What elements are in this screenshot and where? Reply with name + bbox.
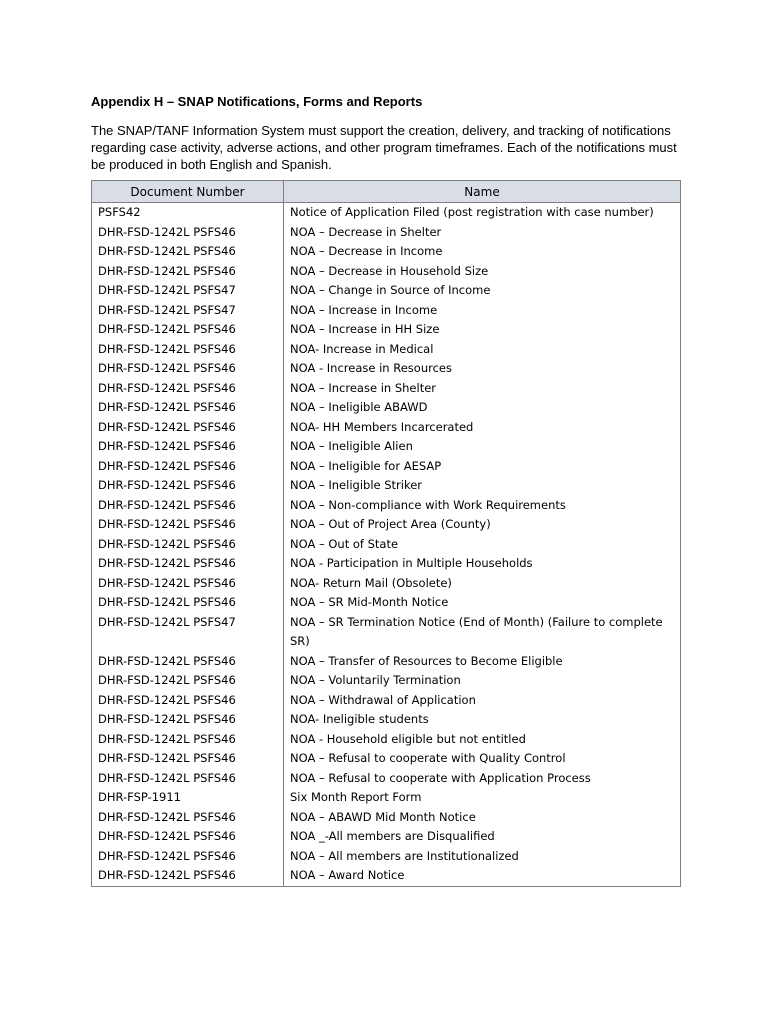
name-cell: NOA- HH Members Incarcerated [284, 418, 681, 438]
document-number-cell: DHR-FSD-1242L PSFS46 [92, 242, 284, 262]
document-number-cell: DHR-FSD-1242L PSFS47 [92, 281, 284, 301]
document-number-cell: DHR-FSD-1242L PSFS46 [92, 827, 284, 847]
table-row [92, 281, 681, 301]
name-cell: NOA – Change in Source of Income [284, 281, 681, 301]
table-row [92, 437, 681, 457]
name-cell: NOA – All members are Institutionalized [284, 847, 681, 867]
table-row [92, 710, 681, 730]
table-row [92, 262, 681, 282]
table-row [92, 808, 681, 828]
table-row [92, 359, 681, 379]
document-number-cell: DHR-FSD-1242L PSFS46 [92, 652, 284, 672]
document-number-cell: DHR-FSD-1242L PSFS46 [92, 320, 284, 340]
document-number-cell: DHR-FSD-1242L PSFS46 [92, 262, 284, 282]
document-number-cell: DHR-FSP-1911 [92, 788, 284, 808]
document-number-cell: DHR-FSD-1242L PSFS46 [92, 808, 284, 828]
document-number-cell: DHR-FSD-1242L PSFS46 [92, 593, 284, 613]
table-row [92, 379, 681, 399]
document-number-cell: DHR-FSD-1242L PSFS46 [92, 847, 284, 867]
name-cell: NOA – ABAWD Mid Month Notice [284, 808, 681, 828]
document-number-cell: DHR-FSD-1242L PSFS46 [92, 554, 284, 574]
page-title: Appendix H – SNAP Notifications, Forms and Reports [91, 94, 423, 109]
name-cell: NOA- Ineligible students [284, 710, 681, 730]
table-row [92, 398, 681, 418]
document-number-cell: DHR-FSD-1242L PSFS46 [92, 457, 284, 477]
document-number-cell: DHR-FSD-1242L PSFS46 [92, 223, 284, 243]
table-row [92, 613, 681, 652]
name-cell: NOA _-All members are Disqualified [284, 827, 681, 847]
document-number-cell: DHR-FSD-1242L PSFS46 [92, 769, 284, 789]
table-row [92, 652, 681, 672]
table-row [92, 476, 681, 496]
name-cell: NOA – Non-compliance with Work Requirements [284, 496, 681, 516]
document-page [91, 94, 679, 887]
table-row [92, 496, 681, 516]
name-cell: NOA – Increase in Shelter [284, 379, 681, 399]
table-header-row [92, 181, 681, 203]
document-number-cell: DHR-FSD-1242L PSFS46 [92, 496, 284, 516]
table-row [92, 671, 681, 691]
document-number-cell: DHR-FSD-1242L PSFS46 [92, 418, 284, 438]
table-row [92, 827, 681, 847]
name-cell: NOA – Refusal to cooperate with Application Process [284, 769, 681, 789]
document-number-cell: DHR-FSD-1242L PSFS46 [92, 710, 284, 730]
table-body [92, 203, 681, 887]
table-row [92, 515, 681, 535]
name-cell: NOA – SR Termination Notice (End of Month) (Failure to complete SR) [284, 613, 681, 652]
table-row [92, 242, 681, 262]
name-cell: NOA – Ineligible Striker [284, 476, 681, 496]
name-cell: Six Month Report Form [284, 788, 681, 808]
name-cell: NOA- Increase in Medical [284, 340, 681, 360]
document-number-cell: DHR-FSD-1242L PSFS46 [92, 691, 284, 711]
name-cell: NOA – Decrease in Income [284, 242, 681, 262]
name-cell: NOA – Out of State [284, 535, 681, 555]
name-cell: NOA – Increase in Income [284, 301, 681, 321]
document-number-cell: DHR-FSD-1242L PSFS46 [92, 866, 284, 886]
table-row [92, 593, 681, 613]
table-row [92, 223, 681, 243]
intro-paragraph: The SNAP/TANF Information System must support the creation, delivery, and tracking of notifications regarding case activity, adverse actions, and other program timeframes. Each of the notifications must be produced in both English and Spanish. [91, 123, 677, 172]
document-number-cell: DHR-FSD-1242L PSFS46 [92, 476, 284, 496]
table-row [92, 847, 681, 867]
table-row [92, 340, 681, 360]
name-cell: NOA – Out of Project Area (County) [284, 515, 681, 535]
table-row [92, 554, 681, 574]
document-number-cell: DHR-FSD-1242L PSFS47 [92, 301, 284, 321]
document-number-cell: DHR-FSD-1242L PSFS46 [92, 515, 284, 535]
notifications-table [91, 180, 681, 887]
document-number-cell: DHR-FSD-1242L PSFS46 [92, 359, 284, 379]
table-row [92, 749, 681, 769]
header-name: Name [284, 181, 681, 203]
table-row [92, 535, 681, 555]
document-number-cell: DHR-FSD-1242L PSFS46 [92, 340, 284, 360]
name-cell: NOA – Transfer of Resources to Become Eligible [284, 652, 681, 672]
table-row [92, 730, 681, 750]
table-row [92, 418, 681, 438]
document-number-cell: DHR-FSD-1242L PSFS46 [92, 379, 284, 399]
header-document-number: Document Number [92, 181, 284, 203]
name-cell: NOA - Household eligible but not entitled [284, 730, 681, 750]
table-row [92, 203, 681, 223]
name-cell: NOA – Withdrawal of Application [284, 691, 681, 711]
name-cell: NOA – Ineligible Alien [284, 437, 681, 457]
name-cell: NOA – Award Notice [284, 866, 681, 886]
name-cell: NOA – Increase in HH Size [284, 320, 681, 340]
table-row [92, 788, 681, 808]
name-cell: NOA - Participation in Multiple Households [284, 554, 681, 574]
name-cell: NOA – SR Mid-Month Notice [284, 593, 681, 613]
document-number-cell: DHR-FSD-1242L PSFS46 [92, 437, 284, 457]
name-cell: NOA - Increase in Resources [284, 359, 681, 379]
document-number-cell: DHR-FSD-1242L PSFS46 [92, 398, 284, 418]
table-row [92, 769, 681, 789]
table-row [92, 574, 681, 594]
table-row [92, 691, 681, 711]
document-number-cell: PSFS42 [92, 203, 284, 223]
table-row [92, 457, 681, 477]
document-number-cell: DHR-FSD-1242L PSFS46 [92, 535, 284, 555]
name-cell: NOA – Decrease in Household Size [284, 262, 681, 282]
table-row [92, 320, 681, 340]
document-number-cell: DHR-FSD-1242L PSFS46 [92, 749, 284, 769]
table-row [92, 866, 681, 886]
document-number-cell: DHR-FSD-1242L PSFS47 [92, 613, 284, 652]
name-cell: NOA – Ineligible ABAWD [284, 398, 681, 418]
name-cell: NOA – Voluntarily Termination [284, 671, 681, 691]
name-cell: NOA – Refusal to cooperate with Quality Control [284, 749, 681, 769]
name-cell: NOA- Return Mail (Obsolete) [284, 574, 681, 594]
name-cell: NOA – Decrease in Shelter [284, 223, 681, 243]
document-number-cell: DHR-FSD-1242L PSFS46 [92, 671, 284, 691]
document-number-cell: DHR-FSD-1242L PSFS46 [92, 730, 284, 750]
name-cell: Notice of Application Filed (post registration with case number) [284, 203, 681, 223]
table-row [92, 301, 681, 321]
name-cell: NOA – Ineligible for AESAP [284, 457, 681, 477]
document-number-cell: DHR-FSD-1242L PSFS46 [92, 574, 284, 594]
